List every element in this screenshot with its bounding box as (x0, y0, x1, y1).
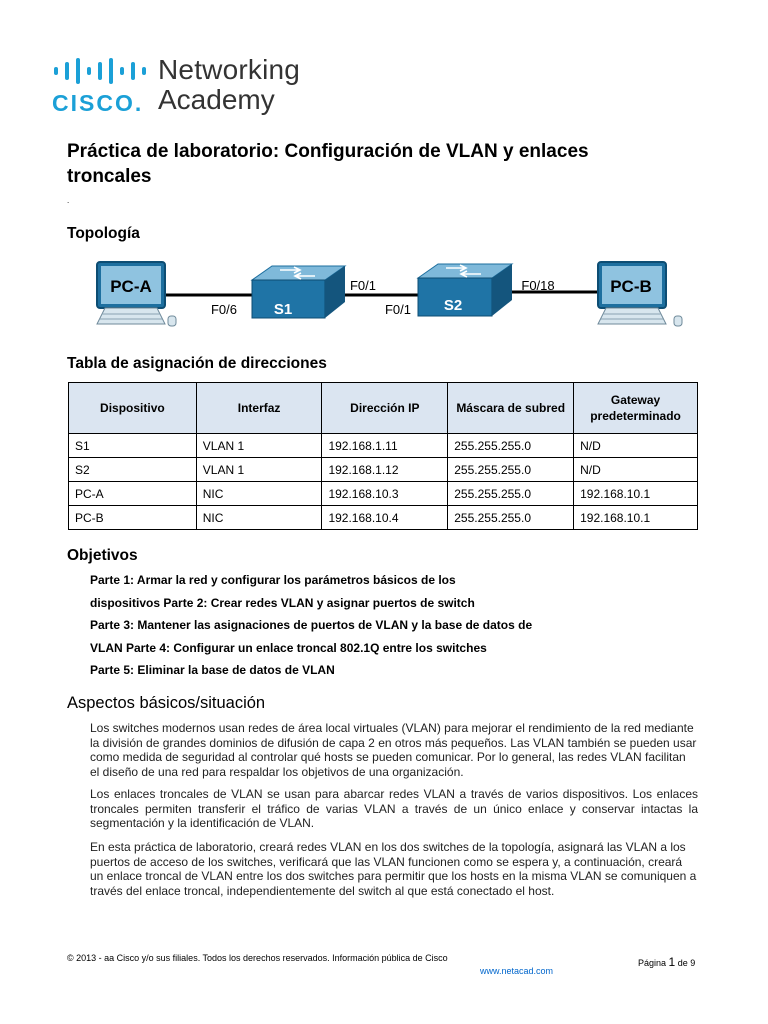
table-cell: N/D (574, 434, 698, 458)
table-cell: NIC (196, 506, 322, 530)
page-label: Página (638, 958, 667, 968)
table-cell: 192.168.10.3 (322, 482, 448, 506)
table-row (69, 482, 698, 506)
stray-dot: . (67, 196, 70, 205)
table-cell: S2 (69, 458, 197, 482)
objective-line: dispositivos Parte 2: Crear redes VLAN y asignar puertos de switch (90, 595, 475, 610)
cisco-wordmark: CISCO. (52, 90, 144, 116)
header-interfaz: Interfaz (196, 383, 322, 434)
table-cell: PC-A (69, 482, 197, 506)
s1-port-f06: F0/6 (210, 302, 238, 317)
table-cell: 192.168.1.12 (322, 458, 448, 482)
pc-a-label: PC-A (110, 277, 152, 296)
table-row (69, 458, 698, 482)
switch-s2-icon (418, 264, 512, 316)
cisco-networking-academy-logo (52, 56, 312, 118)
table-row (69, 434, 698, 458)
footer-netacad-link[interactable]: www.netacad.com (480, 966, 554, 976)
table-cell: 192.168.10.1 (574, 482, 698, 506)
brand-academy: Academy (158, 84, 275, 115)
document-title: Práctica de laboratorio: Configuración de VLAN y enlaces troncales (67, 141, 589, 187)
footer-copyright: © 2013 - aa Cisco y/o sus filiales. Todos los derechos reservados. Información pública de Cisco (67, 953, 448, 963)
background-paragraph-1: Los switches modernos usan redes de área local virtuales (VLAN) para mejorar el rendimiento de la red mediante la división de grandes dominios de difusión de capa 2 en otros más pequeños. Las VLAN también se pueden usar como medida de seguridad al controlar qué hosts se pueden comunicar. Por lo general, las redes VLAN facilitan el diseño de una red para respaldar los objetivos de una organización. (90, 721, 697, 780)
brand-networking: Networking (158, 54, 301, 85)
topology-heading: Topología (67, 225, 140, 242)
address-table-heading: Tabla de asignación de direcciones (67, 355, 327, 372)
table-header-row (69, 383, 698, 434)
table-cell: N/D (574, 458, 698, 482)
header-mascara: Máscara de subred (448, 383, 574, 434)
table-cell: NIC (196, 482, 322, 506)
switch-s1-icon (252, 266, 345, 318)
header-dispositivo: Dispositivo (69, 383, 197, 434)
objective-line: Parte 3: Mantener las asignaciones de puertos de VLAN y la base de datos de (90, 618, 533, 632)
page-number (638, 955, 695, 969)
s2-port-f018: F0/18 (521, 278, 555, 293)
background-heading: Aspectos básicos/situación (67, 694, 266, 712)
table-row (69, 506, 698, 530)
page-total: de 9 (677, 958, 696, 968)
table-cell: VLAN 1 (196, 458, 322, 482)
table-cell: 192.168.10.1 (574, 506, 698, 530)
topology-diagram (80, 252, 700, 337)
header-direccion-ip: Dirección IP (322, 383, 448, 434)
objective-line: Parte 1: Armar la red y configurar los parámetros básicos de los (90, 573, 456, 587)
s1-port-f01: F0/1 (349, 278, 377, 293)
table-cell: 255.255.255.0 (448, 434, 574, 458)
switch-s2-label: S2 (443, 297, 463, 314)
objective-line: VLAN Parte 4: Configurar un enlace troncal 802.1Q entre los switches (90, 640, 487, 655)
background-paragraph-3: En esta práctica de laboratorio, creará redes VLAN en los dos switches de la topología, asignará las VLAN a los puertos de acceso de los switches, verificará que las VLAN funcionen como se espera y, a continuación, creará un enlace troncal de VLAN entre los dos switches para permitir que los hosts en la misma VLAN se comuniquen a través del enlace troncal, independientemente del switch al que está conectado el host. (90, 840, 697, 899)
table-cell: 192.168.10.4 (322, 506, 448, 530)
address-table (68, 382, 698, 530)
table-cell: 192.168.1.11 (322, 434, 448, 458)
header-gateway: Gateway predeterminado (574, 383, 698, 434)
s2-port-f01: F0/1 (384, 302, 412, 317)
cisco-bars-icon (54, 58, 150, 84)
objectives-list (90, 573, 570, 686)
page-current: 1 (668, 955, 676, 969)
table-cell: VLAN 1 (196, 434, 322, 458)
objective-line: Parte 5: Eliminar la base de datos de VLAN (90, 663, 335, 677)
table-cell: 255.255.255.0 (448, 506, 574, 530)
table-cell: 255.255.255.0 (448, 482, 574, 506)
pc-b-label: PC-B (610, 277, 652, 296)
table-cell: PC-B (69, 506, 197, 530)
objectives-heading: Objetivos (67, 547, 138, 564)
switch-s1-label: S1 (273, 301, 293, 318)
table-cell: 255.255.255.0 (448, 458, 574, 482)
table-cell: S1 (69, 434, 197, 458)
background-paragraph-2: Los enlaces troncales de VLAN se usan para abarcar redes VLAN a través de varios dispositivos. Los enlaces troncales permiten transferir el tráfico de varias VLAN a través de un único enlace y conservar intactas la segmentación y la identificación de VLAN. (90, 787, 698, 831)
